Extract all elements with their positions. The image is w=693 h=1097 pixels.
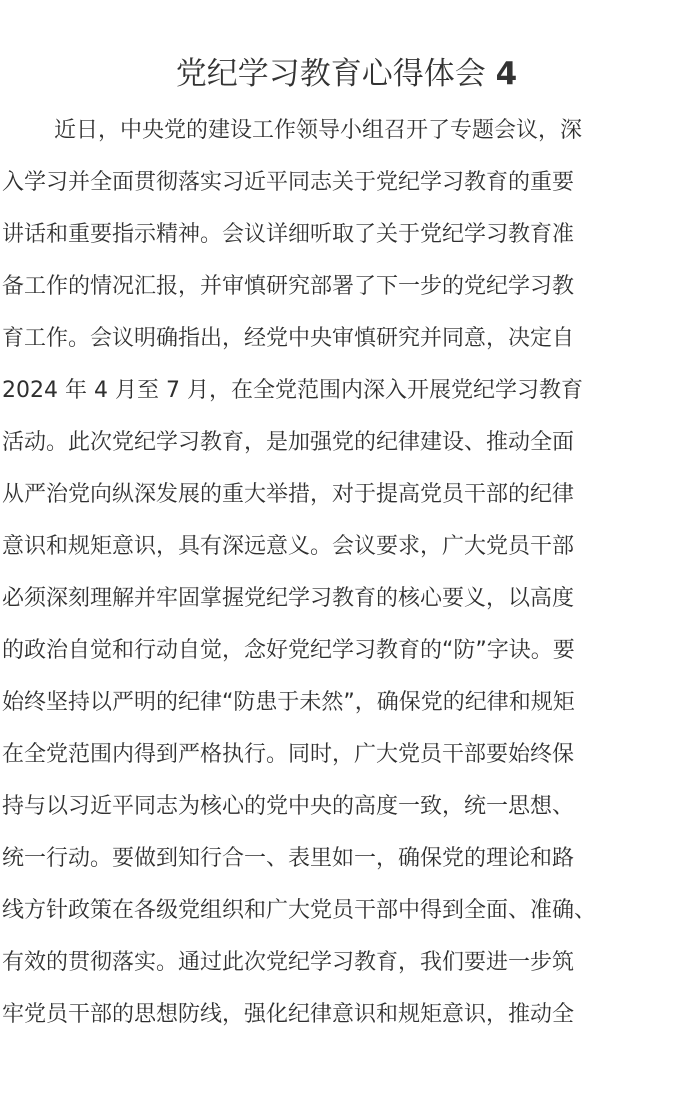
text-line: 2024 年 4 月至 7 月，在全党范围内深入开展党纪学习教育 — [2, 378, 583, 403]
document-title — [0, 51, 693, 97]
text-line: 必须深刻理解并牢固掌握党纪学习教育的核心要义，以高度 — [2, 586, 575, 611]
title-number: 4 — [495, 55, 518, 92]
text-line: 在全党范围内得到严格执行。同时，广大党员干部要始终保 — [2, 742, 575, 767]
text-line: 备工作的情况汇报，并审慎研究部署了下一步的党纪学习教 — [2, 274, 575, 299]
text-line: 入学习并全面贯彻落实习近平同志关于党纪学习教育的重要 — [2, 170, 575, 195]
text-line: 近日，中央党的建设工作领导小组召开了专题会议，深 — [54, 118, 583, 143]
text-line: 的政治自觉和行动自觉，念好党纪学习教育的“防”字诀。要 — [2, 638, 575, 663]
text-line: 有效的贯彻落实。通过此次党纪学习教育，我们要进一步筑 — [2, 950, 575, 975]
text-line: 线方针政策在各级党组织和广大党员干部中得到全面、准确、 — [2, 898, 597, 923]
text-line: 从严治党向纵深发展的重大举措，对于提高党员干部的纪律 — [2, 482, 575, 507]
text-line: 持与以习近平同志为核心的党中央的高度一致，统一思想、 — [2, 794, 575, 819]
title-text: 党纪学习教育心得体会 — [175, 55, 486, 92]
text-line: 讲话和重要指示精神。会议详细听取了关于党纪学习教育准 — [2, 222, 575, 247]
text-line: 牢党员干部的思想防线，强化纪律意识和规矩意识，推动全 — [2, 1002, 575, 1027]
text-line: 育工作。会议明确指出，经党中央审慎研究并同意，决定自 — [2, 326, 575, 351]
text-line: 统一行动。要做到知行合一、表里如一，确保党的理论和路 — [2, 846, 575, 871]
text-line: 活动。此次党纪学习教育，是加强党的纪律建设、推动全面 — [2, 430, 575, 455]
text-line: 意识和规矩意识，具有深远意义。会议要求，广大党员干部 — [2, 534, 575, 559]
body-paragraph — [2, 105, 672, 1041]
text-line: 始终坚持以严明的纪律“防患于未然”，确保党的纪律和规矩 — [2, 690, 575, 715]
